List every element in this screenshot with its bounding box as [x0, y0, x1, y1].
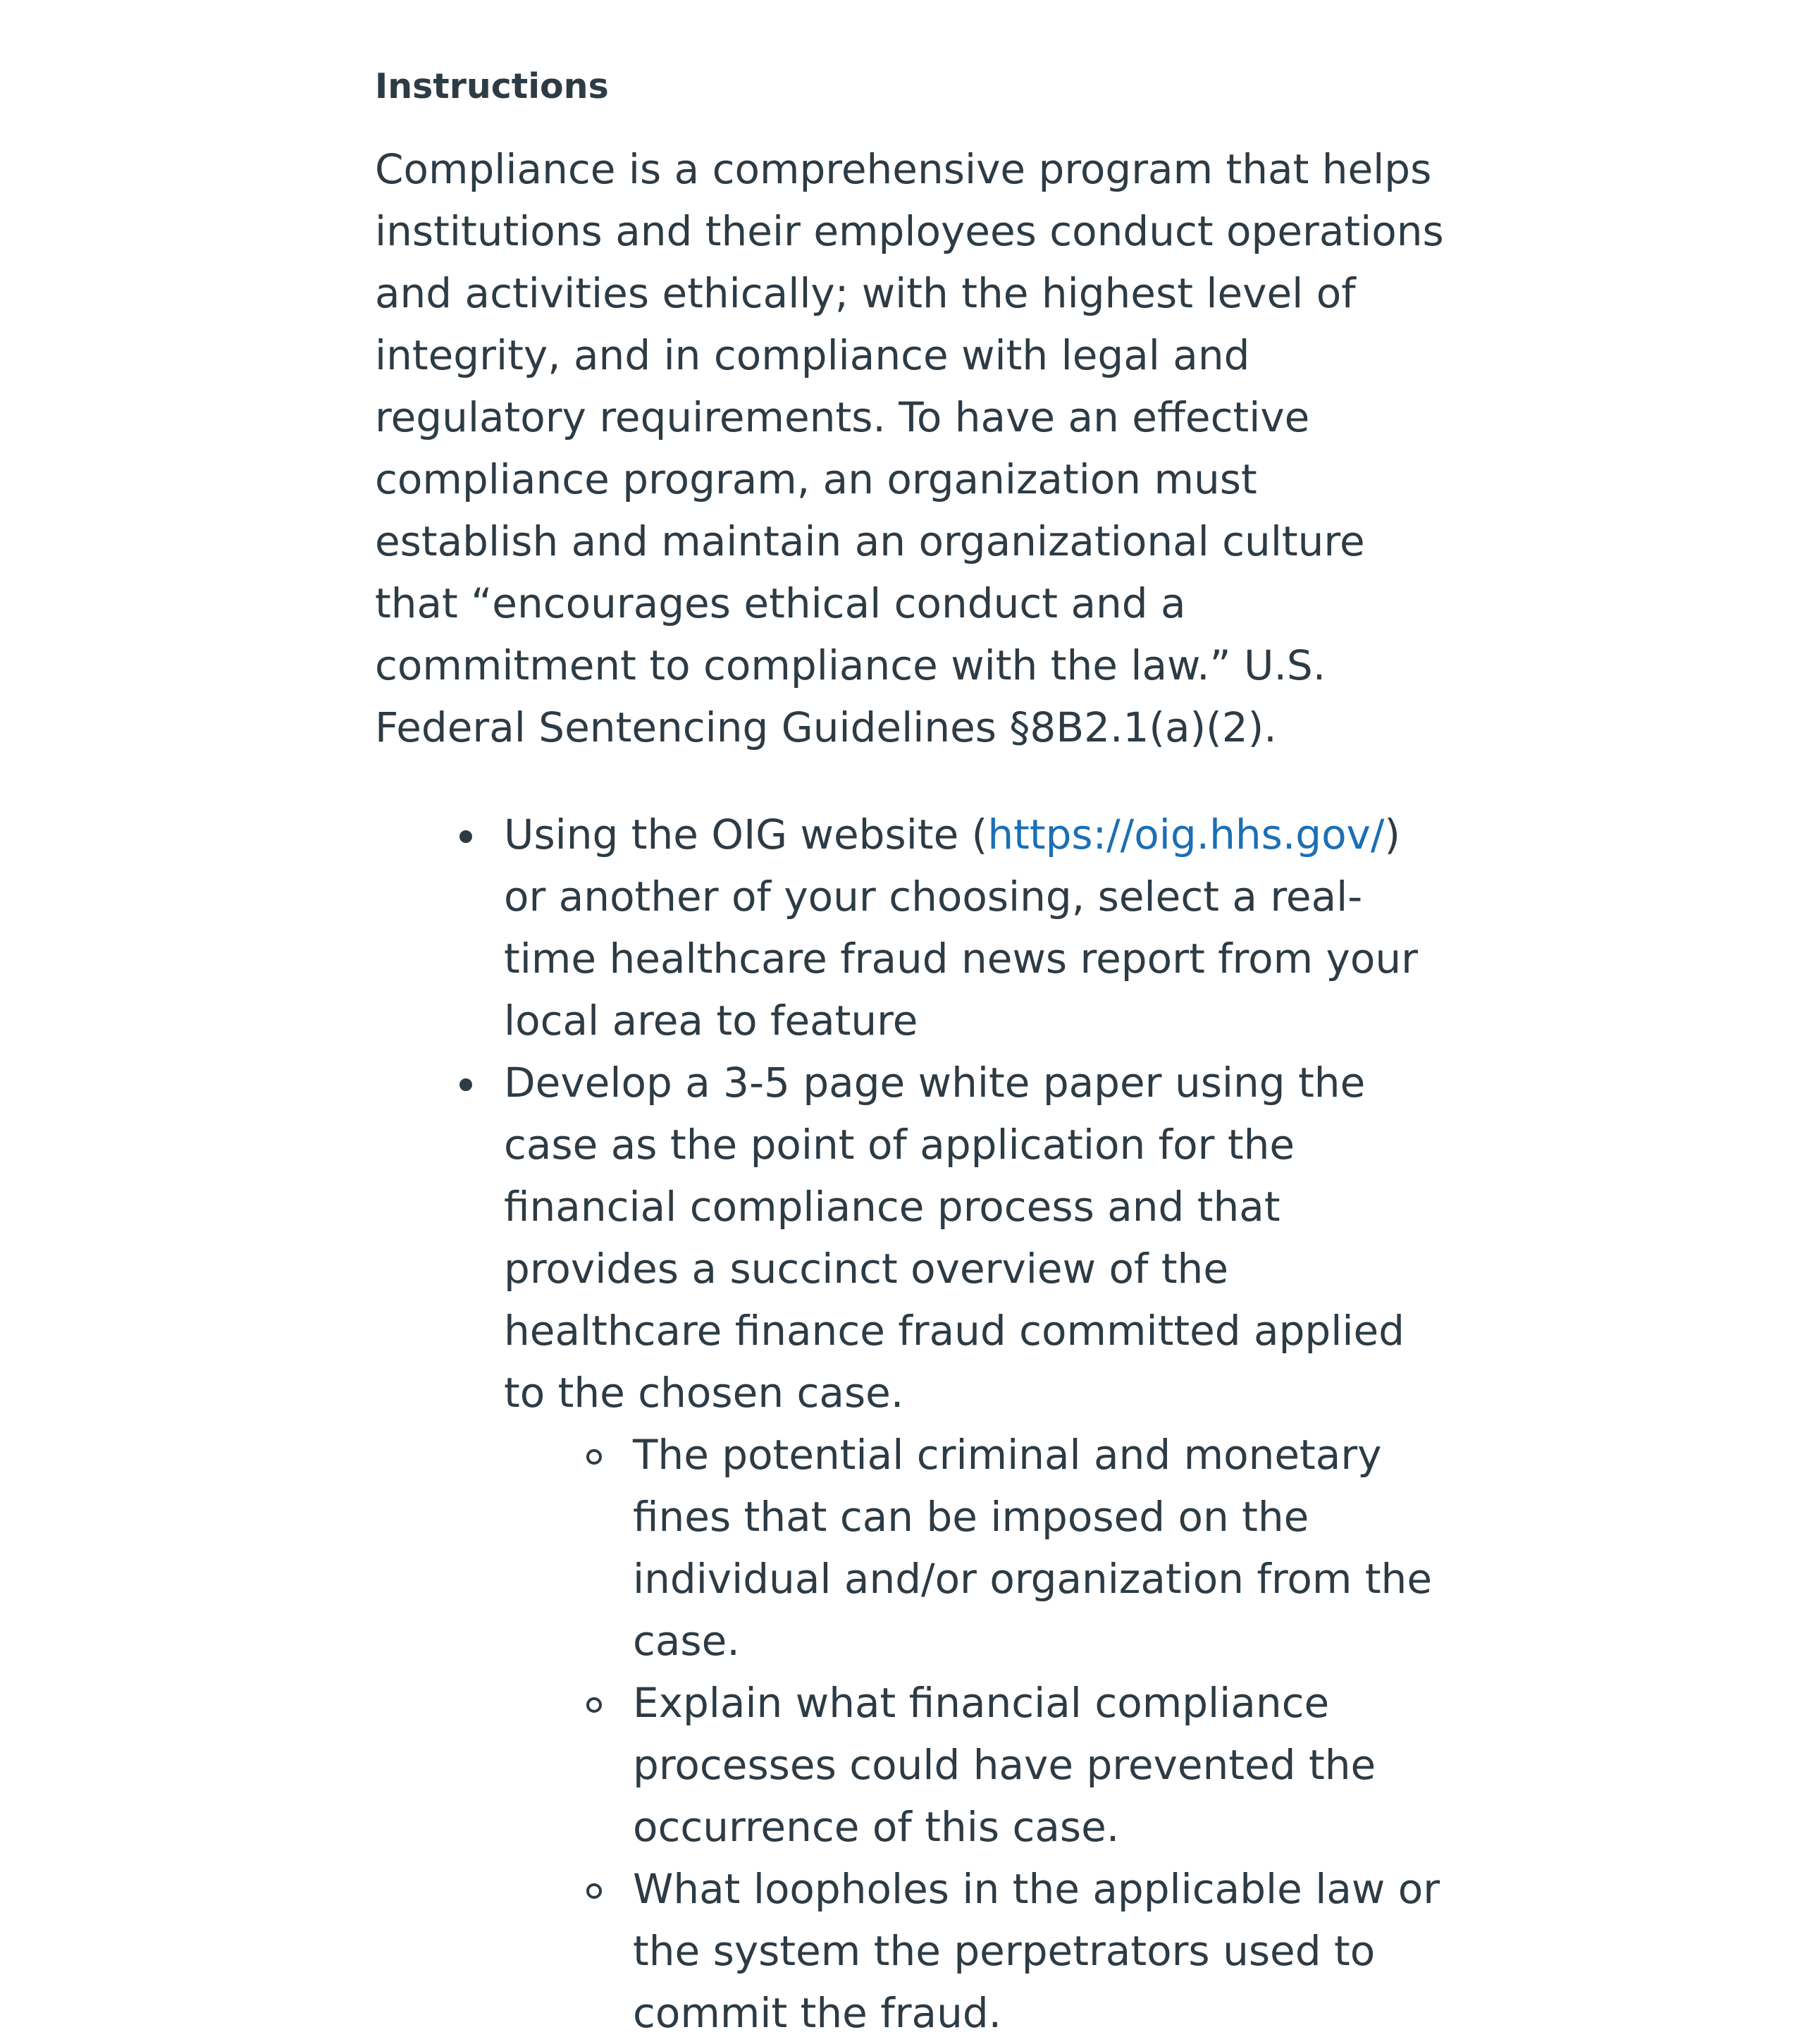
- intro-paragraph: Compliance is a comprehensive program that helps institutions and their employees conduct operations and activities ethically; with the highest level of integrity, and in compliance with legal and regulatory requirements. To have an effective compliance program, an organization must establish and maintain an organizational culture that “encourages ethical conduct and a commitment to compliance with the law.” U.S. Federal Sentencing Guidelines §8B2.1(a)(2).: [375, 145, 1444, 751]
- list-item-text-after-link: ) or another of your choosing, select a real-time healthcare fraud news report from your local area to feature: [504, 811, 1418, 1045]
- list-item-oig-website: [504, 804, 1453, 1052]
- white-paper-sublist: [504, 1424, 1453, 2044]
- list-item-text-before-link: Using the OIG website (: [504, 811, 988, 858]
- instruction-list: [375, 804, 1453, 2044]
- oig-website-link[interactable]: https://oig.hhs.gov/: [987, 811, 1385, 858]
- white-paper-text: Develop a 3-5 page white paper using the case as the point of application for the financial compliance process and that provides a succinct overview of the healthcare finance fraud committed applied to the chosen case.: [504, 1059, 1405, 1417]
- instructions-content: [375, 63, 1453, 2044]
- list-item-white-paper: [504, 1052, 1453, 2044]
- instructions-heading: Instructions: [375, 66, 609, 106]
- sublist-item: The potential criminal and monetary fines that can be imposed on the individual and/or organization from the case.: [633, 1424, 1453, 1672]
- sublist-item: Explain what financial compliance processes could have prevented the occurrence of this case.: [633, 1672, 1453, 1858]
- sublist-item: What loopholes in the applicable law or the system the perpetrators used to commit the fraud.: [633, 1858, 1453, 2044]
